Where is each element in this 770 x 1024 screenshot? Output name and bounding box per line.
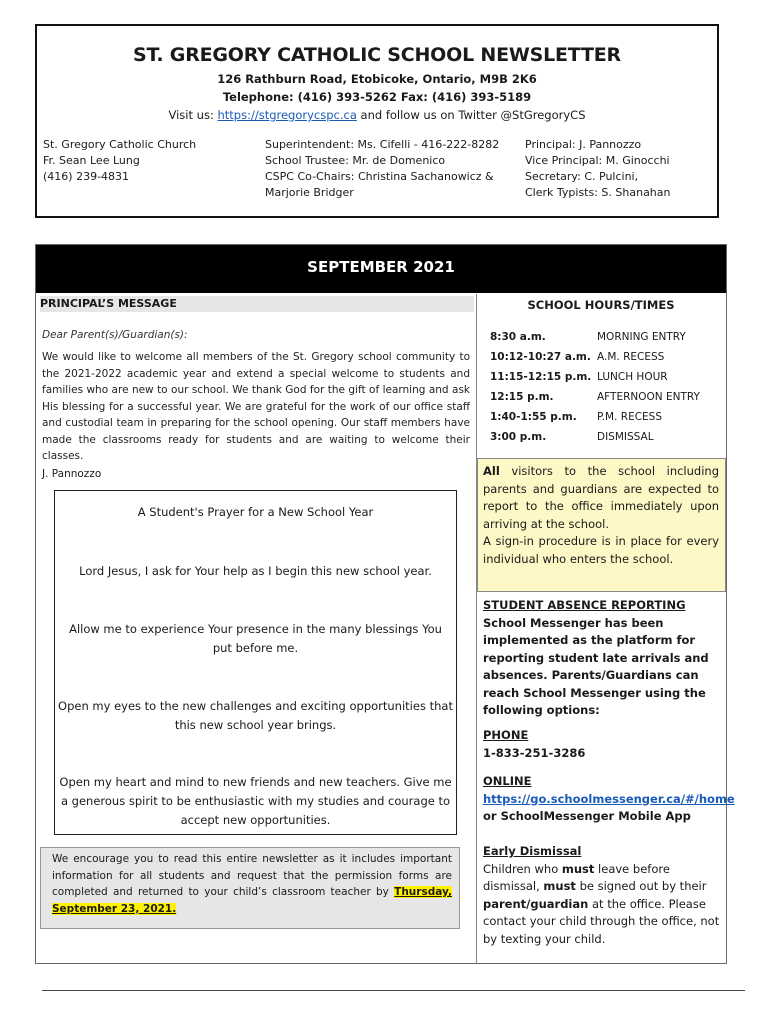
visit-suffix: and follow us on Twitter @StGregoryCS <box>356 108 586 122</box>
phone-number: 1-833-251-3286 <box>483 745 586 760</box>
church-column <box>43 137 196 185</box>
absence-section <box>483 597 723 720</box>
hours-time: 12:15 p.m. <box>490 391 554 403</box>
principal-greeting: Dear Parent(s)/Guardian(s): <box>42 329 188 341</box>
dismissal-text: at the office. Please contact your child through the office, not by texting your child. <box>483 896 720 946</box>
hours-row <box>478 431 724 451</box>
hours-event: AFTERNOON ENTRY <box>597 391 700 403</box>
principal-signature: J. Pannozzo <box>42 468 102 480</box>
early-dismissal-title: Early Dismissal <box>483 844 582 858</box>
footer-rule <box>42 990 745 991</box>
dismissal-emphasis: parent/guardian <box>483 896 589 911</box>
hours-row <box>478 411 724 431</box>
visit-line <box>35 108 719 122</box>
phone-label: PHONE <box>483 728 529 742</box>
encourage-body: We encourage you to read this entire newsletter as it includes important information for all students and request that the permission forms are completed and returned to your child’s classroom teacher by <box>52 853 452 898</box>
early-dismissal-body <box>483 861 723 949</box>
visitor-body: visitors to the school including parents and guardians are expected to report to the office immediately upon arriving at the school. <box>483 464 719 531</box>
online-label: ONLINE <box>483 774 532 788</box>
month-banner: SEPTEMBER 2021 <box>36 245 726 293</box>
phone-section <box>483 727 723 762</box>
dismissal-emphasis: must <box>543 879 576 893</box>
absence-title: STUDENT ABSENCE REPORTING <box>483 598 686 612</box>
superintendent: Superintendent: Ms. Cifelli - 416-222-8282 <box>265 138 500 151</box>
church-name: St. Gregory Catholic Church <box>43 138 197 151</box>
early-dismissal-section <box>483 843 723 948</box>
secretary-name: Secretary: C. Pulcini, <box>525 170 639 183</box>
cspc-chairs-cont: Marjorie Bridger <box>265 186 354 199</box>
newsletter-title: ST. GREGORY CATHOLIC SCHOOL NEWSLETTER <box>133 44 621 66</box>
vice-principal-name: Vice Principal: M. Ginocchi <box>525 154 670 167</box>
hours-event: DISMISSAL <box>597 431 654 443</box>
hours-time: 3:00 p.m. <box>490 431 547 443</box>
school-address: 126 Rathburn Road, Etobicoke, Ontario, M9B 2K6 <box>217 72 537 86</box>
church-priest: Fr. Sean Lee Lung <box>43 154 140 167</box>
hours-row <box>478 351 724 371</box>
trustee: School Trustee: Mr. de Domenico <box>265 154 446 167</box>
dismissal-text: leave before dismissal, <box>483 861 670 893</box>
prayer-title: A Student's Prayer for a New School Year <box>137 505 374 519</box>
hours-time: 11:15-12:15 p.m. <box>490 371 592 383</box>
church-phone: (416) 239-4831 <box>43 170 130 183</box>
prayer-paragraph-1: Lord Jesus, I ask for Your help as I begin this new school year. <box>79 564 432 578</box>
visit-prefix: Visit us: <box>168 108 218 122</box>
signin-procedure: A sign-in procedure is in place for every individual who enters the school. <box>483 534 719 566</box>
schoolmessenger-link[interactable]: https://go.schoolmessenger.ca/#/home <box>483 791 735 806</box>
online-suffix: or SchoolMessenger Mobile App <box>483 809 691 823</box>
hours-event: A.M. RECESS <box>597 351 665 363</box>
principal-message-body: We would like to welcome all members of the St. Gregory school community to the 2021-2022 academic year and extend a special welcome to students and families who are new to our school. We thank God for the gift of learning and ask His blessing for a successful year. We are grateful for the work of our office staff and custodial team in preparing for the school opening. Our staff members have made the classrooms ready for students and are waiting to welcome their classes. <box>42 351 470 462</box>
hours-time: 10:12-10:27 a.m. <box>490 351 591 363</box>
hours-row <box>478 331 724 351</box>
principal-message-label: PRINCIPAL’S MESSAGE <box>40 296 474 312</box>
hours-event: MORNING ENTRY <box>597 331 686 343</box>
dismissal-text: be signed out by their <box>575 879 707 893</box>
hours-row <box>478 371 724 391</box>
website-link[interactable]: https://stgregorycspc.ca <box>217 108 357 122</box>
hours-event: LUNCH HOUR <box>597 371 668 383</box>
encourage-text <box>52 851 452 917</box>
clerk-name: Clerk Typists: S. Shanahan <box>525 186 671 199</box>
hours-time: 1:40-1:55 p.m. <box>490 411 577 423</box>
visitor-notice <box>483 463 719 568</box>
principal-name: Principal: J. Pannozzo <box>525 138 642 151</box>
school-hours-title: SCHOOL HOURS/TIMES <box>527 298 675 312</box>
hours-row <box>478 391 724 411</box>
school-telephone: Telephone: (416) 393-5262 Fax: (416) 393-5189 <box>222 90 532 104</box>
prayer-paragraph-4: Open my heart and mind to new friends and new teachers. Give me a generous spirit to be enthusiastic with my studies and courage to accept new opportunities. <box>59 775 452 827</box>
cspc-chairs: CSPC Co-Chairs: Christina Sachanowicz & <box>265 170 494 183</box>
hours-time: 8:30 a.m. <box>490 331 546 343</box>
staff-column <box>525 137 671 201</box>
online-section <box>483 773 735 826</box>
hours-event: P.M. RECESS <box>597 411 662 423</box>
visitor-lead: All <box>483 464 500 478</box>
column-divider <box>476 294 477 963</box>
school-hours-table <box>478 331 724 451</box>
absence-body: School Messenger has been implemented as the platform for reporting student late arrivals and absences. Parents/Guardians can reach School Messenger using the following options: <box>483 615 709 717</box>
forms-deadline: Thursday, September 23, 2021. <box>52 886 452 915</box>
board-column <box>265 137 499 201</box>
dismissal-text: Children who <box>483 861 562 876</box>
prayer-paragraph-3: Open my eyes to the new challenges and exciting opportunities that this new school year brings. <box>58 699 453 732</box>
dismissal-emphasis: must <box>561 861 595 876</box>
prayer-paragraph-2: Allow me to experience Your presence in the many blessings You put before me. <box>69 622 442 655</box>
